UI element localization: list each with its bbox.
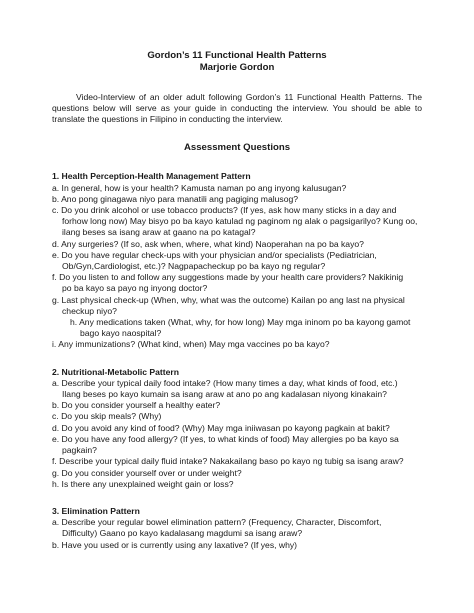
section-elimination [52, 506, 422, 551]
section-health-perception [52, 171, 422, 350]
question-item: b. Have you used or is currently using any laxative? (If yes, why) [52, 539, 298, 550]
section-nutritional-metabolic [52, 367, 422, 490]
question-item: e. Do you have any food allergy? (If yes, to what kinds of food) May allergies po ba kayo sa pagkain? [52, 433, 399, 456]
question-item: b. Ano pong ginagawa niyo para manatili ang pagiging malusog? [52, 193, 299, 204]
question-item: h. Is there any unexplained weight gain or loss? [52, 478, 234, 489]
question-item: g. Do you consider yourself over or under weight? [52, 467, 242, 478]
question-item: a. Describe your typical daily food intake? (How many times a day, what kinds of food, etc.) Ilang beses po kayo kumain sa isang araw at ano po ang kadalasan niyong kinakain? [52, 377, 398, 400]
section-title: 1. Health Perception-Health Management Pattern [52, 171, 251, 182]
intro-paragraph: Video-Interview of an older adult following Gordon’s 11 Functional Health Patterns. The questions below will serve as your guide in conducting the interview. You should be able to translate the questions in Filipino in conducting the interview. [52, 91, 422, 125]
question-item: a. Describe your regular bowel elimination pattern? (Frequency, Character, Discomfort, Difficulty) Gaano po kayo kadalasang magdumi sa isang araw? [52, 517, 382, 539]
question-item: d. Any surgeries? (If so, ask when, where, what kind) Naoperahan na po ba kayo? [52, 238, 364, 249]
question-item: a. In general, how is your health? Kamusta naman po ang inyong kalusugan? [52, 182, 347, 193]
assessment-heading: Assessment Questions [183, 142, 291, 154]
question-item: e. Do you have regular check-ups with your physician and/or specialists (Pediatrician, Ob/Gyn,Cardiologist, etc.)? Nagpapacheckup po ba kayo ng regular? [52, 249, 377, 272]
question-item: c. Do you drink alcohol or use tobacco products? (If yes, ask how many sticks in a day and forhow long now) May bisyo po ba kayo katulad ng paginom ng alak o pagsigarilyo? Kung oo, ilang beses sa isang araw at gaano na po katagal? [52, 205, 418, 238]
document-author: Marjorie Gordon [199, 62, 275, 74]
question-item: g. Last physical check-up (When, why, what was the outcome) Kailan po ang last na physical checkup niyo? [52, 294, 405, 316]
question-item: i. Any immunizations? (What kind, when) May mga vaccines po ba kayo? [52, 339, 330, 350]
question-item: f. Describe your typical daily fluid intake? Nakakailang baso po kayo ng tubig sa isang araw? [52, 456, 404, 467]
question-item: h. Any medications taken (What, why, for how long) May mga ininom po ba kayong gamot bago kayo naospital? [70, 317, 411, 339]
section-title: 2. Nutritional-Metabolic Pattern [52, 366, 180, 377]
question-item: b. Do you consider yourself a healthy eater? [52, 400, 221, 411]
question-item: f. Do you listen to and follow any suggestions made by your health care providers? Nakikinig po ba kayo sa payo ng inyong doctor? [52, 272, 404, 294]
section-title: 3. Elimination Pattern [52, 505, 140, 516]
document-title: Gordon’s 11 Functional Health Patterns [147, 50, 327, 61]
question-item: c. Do you skip meals? (Why) [52, 411, 162, 422]
question-item: d. Do you avoid any kind of food? (Why) May mga iniiwasan po kayong pagkain at bakit? [52, 422, 390, 433]
